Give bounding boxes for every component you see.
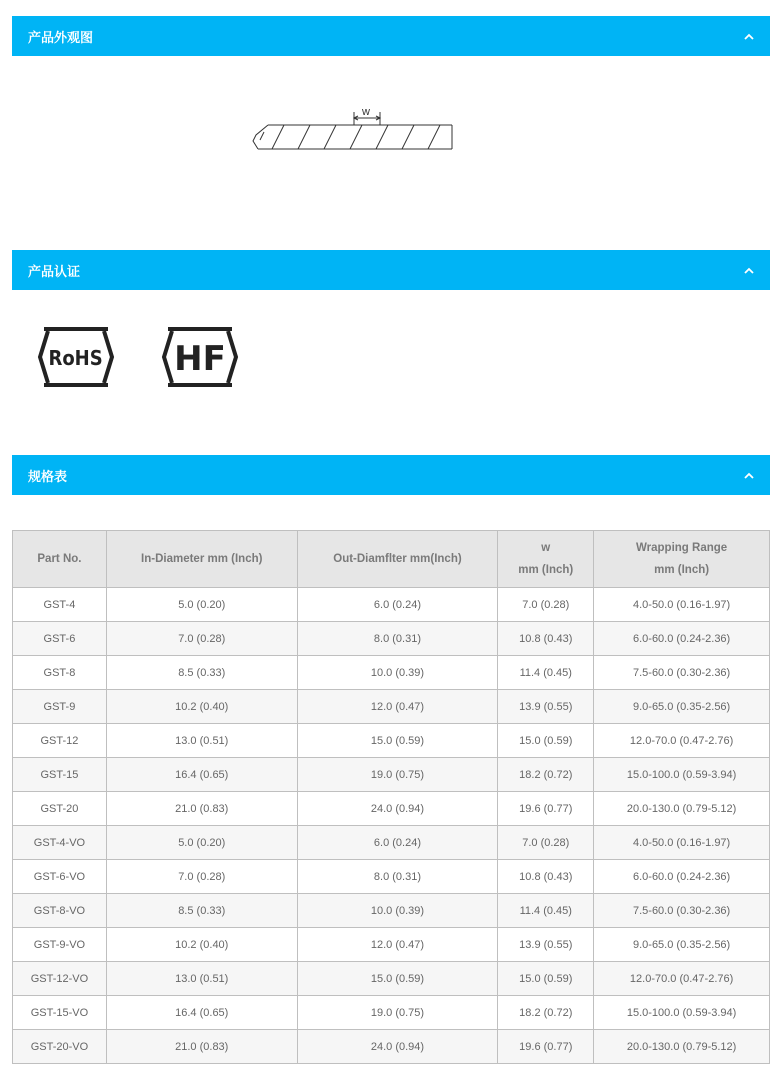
cell-out-diameter: 19.0 (0.75) <box>297 996 498 1030</box>
cell-part-no: GST-20 <box>13 792 107 826</box>
rohs-label: RoHS <box>48 347 103 371</box>
cell-wrapping-range: 9.0-65.0 (0.35-2.56) <box>594 928 770 962</box>
cell-in-diameter: 21.0 (0.83) <box>106 1030 297 1064</box>
cell-in-diameter: 21.0 (0.83) <box>106 792 297 826</box>
table-row <box>13 928 770 962</box>
cell-part-no: GST-12 <box>13 724 107 758</box>
col-w-line1: w <box>541 542 551 554</box>
cell-part-no: GST-9-VO <box>13 928 107 962</box>
cell-wrapping-range: 20.0-130.0 (0.79-5.12) <box>594 1030 770 1064</box>
cell-part-no: GST-4 <box>13 588 107 622</box>
cell-in-diameter: 10.2 (0.40) <box>106 928 297 962</box>
cell-part-no: GST-8 <box>13 656 107 690</box>
col-in-diameter: In-Diameter mm (Inch) <box>106 531 297 588</box>
section-title-certification: 产品认证 <box>28 264 81 280</box>
rohs-badge <box>36 322 116 392</box>
cell-w: 18.2 (0.72) <box>498 996 594 1030</box>
table-header-row <box>13 531 770 588</box>
section-header-certification[interactable] <box>12 250 770 290</box>
cell-out-diameter: 8.0 (0.31) <box>297 860 498 894</box>
chevron-up-icon[interactable] <box>742 263 756 277</box>
cell-in-diameter: 5.0 (0.20) <box>106 826 297 860</box>
cell-wrapping-range: 4.0-50.0 (0.16-1.97) <box>594 588 770 622</box>
cell-wrapping-range: 12.0-70.0 (0.47-2.76) <box>594 962 770 996</box>
cell-wrapping-range: 15.0-100.0 (0.59-3.94) <box>594 996 770 1030</box>
cell-in-diameter: 7.0 (0.28) <box>106 860 297 894</box>
table-row <box>13 1030 770 1064</box>
table-row <box>13 860 770 894</box>
cell-wrapping-range: 7.5-60.0 (0.30-2.36) <box>594 656 770 690</box>
section-header-appearance[interactable] <box>12 16 770 56</box>
cell-w: 19.6 (0.77) <box>498 1030 594 1064</box>
cell-in-diameter: 13.0 (0.51) <box>106 724 297 758</box>
table-row <box>13 656 770 690</box>
cell-out-diameter: 6.0 (0.24) <box>297 588 498 622</box>
table-row <box>13 826 770 860</box>
col-range-line1: Wrapping Range <box>636 542 728 554</box>
cell-wrapping-range: 4.0-50.0 (0.16-1.97) <box>594 826 770 860</box>
cell-wrapping-range: 12.0-70.0 (0.47-2.76) <box>594 724 770 758</box>
cell-part-no: GST-15 <box>13 758 107 792</box>
cell-in-diameter: 16.4 (0.65) <box>106 996 297 1030</box>
col-w-line2: mm (Inch) <box>518 564 574 576</box>
cell-w: 7.0 (0.28) <box>498 826 594 860</box>
cell-part-no: GST-4-VO <box>13 826 107 860</box>
cell-wrapping-range: 20.0-130.0 (0.79-5.12) <box>594 792 770 826</box>
cell-in-diameter: 8.5 (0.33) <box>106 656 297 690</box>
cell-out-diameter: 6.0 (0.24) <box>297 826 498 860</box>
table-row <box>13 894 770 928</box>
cell-w: 13.9 (0.55) <box>498 928 594 962</box>
hf-badge <box>160 322 240 392</box>
cell-wrapping-range: 9.0-65.0 (0.35-2.56) <box>594 690 770 724</box>
cell-in-diameter: 7.0 (0.28) <box>106 622 297 656</box>
cell-w: 18.2 (0.72) <box>498 758 594 792</box>
cell-out-diameter: 8.0 (0.31) <box>297 622 498 656</box>
cell-in-diameter: 8.5 (0.33) <box>106 894 297 928</box>
table-row <box>13 962 770 996</box>
cell-out-diameter: 15.0 (0.59) <box>297 962 498 996</box>
cell-out-diameter: 24.0 (0.94) <box>297 1030 498 1064</box>
cell-w: 19.6 (0.77) <box>498 792 594 826</box>
cell-part-no: GST-6-VO <box>13 860 107 894</box>
cell-wrapping-range: 15.0-100.0 (0.59-3.94) <box>594 758 770 792</box>
cell-part-no: GST-12-VO <box>13 962 107 996</box>
table-row <box>13 588 770 622</box>
cell-out-diameter: 19.0 (0.75) <box>297 758 498 792</box>
cell-w: 13.9 (0.55) <box>498 690 594 724</box>
col-wrapping-range <box>594 531 770 588</box>
col-out-diameter: Out-Diamflter mm(Inch) <box>297 531 498 588</box>
section-title-appearance: 产品外观图 <box>28 30 94 46</box>
col-w <box>498 531 594 588</box>
cell-out-diameter: 10.0 (0.39) <box>297 656 498 690</box>
table-row <box>13 758 770 792</box>
cell-in-diameter: 13.0 (0.51) <box>106 962 297 996</box>
section-header-spec[interactable] <box>12 455 770 495</box>
chevron-up-icon[interactable] <box>742 468 756 482</box>
cell-w: 11.4 (0.45) <box>498 894 594 928</box>
cell-part-no: GST-9 <box>13 690 107 724</box>
cell-part-no: GST-20-VO <box>13 1030 107 1064</box>
hf-label: HF <box>174 339 226 379</box>
cell-out-diameter: 24.0 (0.94) <box>297 792 498 826</box>
cell-wrapping-range: 7.5-60.0 (0.30-2.36) <box>594 894 770 928</box>
cell-in-diameter: 10.2 (0.40) <box>106 690 297 724</box>
cell-w: 10.8 (0.43) <box>498 860 594 894</box>
cell-w: 15.0 (0.59) <box>498 724 594 758</box>
cell-out-diameter: 12.0 (0.47) <box>297 928 498 962</box>
w-dimension-label: w <box>362 106 370 118</box>
cell-w: 10.8 (0.43) <box>498 622 594 656</box>
table-row <box>13 996 770 1030</box>
cell-part-no: GST-8-VO <box>13 894 107 928</box>
cell-w: 7.0 (0.28) <box>498 588 594 622</box>
cell-wrapping-range: 6.0-60.0 (0.24-2.36) <box>594 860 770 894</box>
spec-table <box>12 530 770 1064</box>
cell-in-diameter: 5.0 (0.20) <box>106 588 297 622</box>
section-title-spec: 规格表 <box>28 469 68 485</box>
cell-out-diameter: 10.0 (0.39) <box>297 894 498 928</box>
cell-wrapping-range: 6.0-60.0 (0.24-2.36) <box>594 622 770 656</box>
table-row <box>13 622 770 656</box>
cell-part-no: GST-6 <box>13 622 107 656</box>
cell-in-diameter: 16.4 (0.65) <box>106 758 297 792</box>
table-row <box>13 690 770 724</box>
table-row <box>13 792 770 826</box>
chevron-up-icon[interactable] <box>742 29 756 43</box>
cell-out-diameter: 12.0 (0.47) <box>297 690 498 724</box>
col-part-no: Part No. <box>13 531 107 588</box>
cell-out-diameter: 15.0 (0.59) <box>297 724 498 758</box>
col-range-line2: mm (Inch) <box>654 564 710 576</box>
spiral-wrap-diagram <box>246 100 458 156</box>
cell-part-no: GST-15-VO <box>13 996 107 1030</box>
cell-w: 15.0 (0.59) <box>498 962 594 996</box>
cell-w: 11.4 (0.45) <box>498 656 594 690</box>
table-row <box>13 724 770 758</box>
